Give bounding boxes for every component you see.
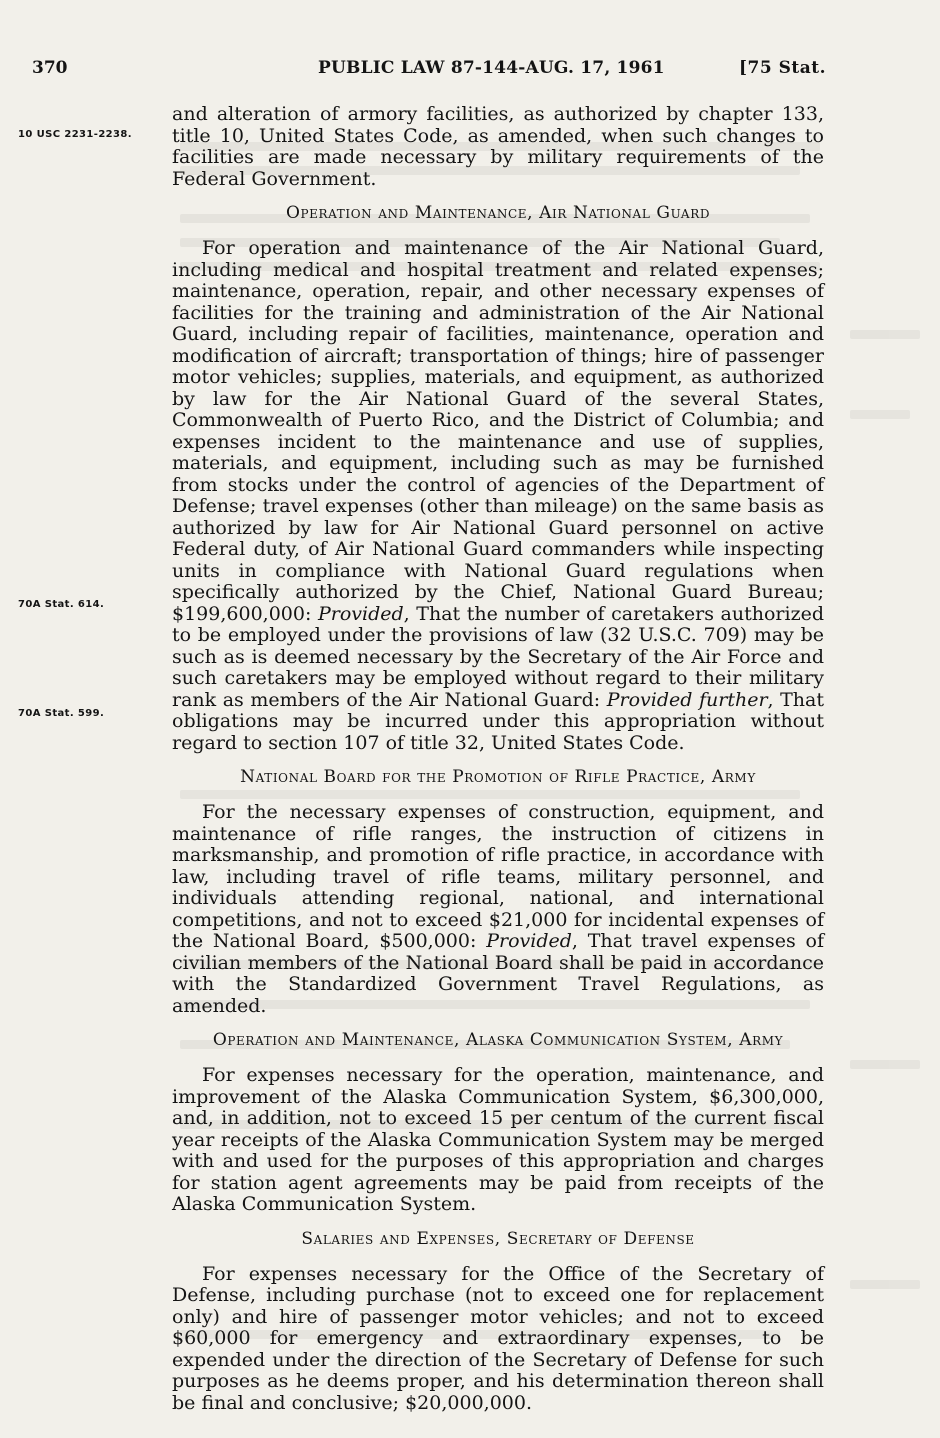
heading-alaska-communication-system: Operation and Maintenance, Alaska Communication System, Army xyxy=(212,1030,784,1050)
rifle-text-1: For the necessary expenses of construction, equipment, and maintenance of rifle ranges, the instruction of citizens in marksmanship, and promotion of rifle practice, in accordance with law, including travel of rifle teams, military personnel, and individuals attending regional, national, and international competitions, and not to exceed $21,000 for incidental expenses of the National Board, $500,000: xyxy=(172,801,824,952)
statute-body xyxy=(172,104,824,1414)
air-national-guard-paragraph xyxy=(172,238,824,754)
page-number: 370 xyxy=(32,58,68,78)
running-header xyxy=(28,58,826,88)
secretary-of-defense-paragraph: For expenses necessary for the Office of the Secretary of Defense, including purchase (not to exceed one for replacement only) and hire of passenger motor vehicles; and not to exceed $60,000 for emergency and extraordinary expenses, to be expended under the direction of the Secretary of Defense for such purposes as he deems proper, and his determination thereon shall be final and conclusive; $20,000,000. xyxy=(172,1262,824,1414)
rifle-text-2: , That travel expenses of civilian members of the National Board shall be paid in accordance with the Standardized Government Travel Regulations, as amended. xyxy=(172,930,824,1017)
air-guard-text-1: For operation and maintenance of the Air National Guard, including medical and hospital treatment and related expenses; maintenance, operation, repair, and other necessary expenses of facilities for the training and administration of the Air National Guard, including repair of facilities, maintenance, operation and modification of aircraft; transportation of things; hire of passenger motor vehicles; supplies, materials, and equipment, as authorized by law for the Air National Guard of the several States, Commonwealth of Puerto Rico, and the District of Columbia; and expenses incident to the maintenance and use of supplies, materials, and equipment, including such as may be furnished from stocks under the control of agencies of the Department of Defense; travel expenses (other than mileage) on the same basis as authorized by law for Air National Guard personnel on active Federal duty, of Air National Guard commanders while inspecting units in compliance with National Guard regulations when specifically authorized by the Chief, National Guard Bureau; $199,600,000: xyxy=(172,237,824,625)
margin-note-stat-614: 70A Stat. 614. xyxy=(18,599,105,610)
intro-paragraph: and alteration of armory facilities, as authorized by chapter 133, title 10, United States Code, as amended, when such changes to facilities are made necessary by military requirements of the Federal Government. xyxy=(172,103,824,190)
proviso-provided: Provided xyxy=(486,930,572,952)
heading-air-national-guard: Operation and Maintenance, Air National Guard xyxy=(285,203,711,223)
margin-note-stat-599: 70A Stat. 599. xyxy=(18,708,105,719)
alaska-communication-paragraph: For expenses necessary for the operation, maintenance, and improvement of the Alaska Communication System, $6,300,000, and, in addition, not to exceed 15 per centum of the current fiscal year receipts of the Alaska Communication System may be merged with and used for the purposes of this appropriation and charges for station agent agreements may be paid from receipts of the Alaska Communication System. xyxy=(172,1064,824,1215)
margin-note-usc: 10 USC 2231-2238. xyxy=(18,129,132,140)
proviso-provided: Provided xyxy=(317,602,404,625)
volume-reference: [75 Stat. xyxy=(738,58,826,78)
air-guard-text-3: , That obligations may be incurred under this appropriation without regard to section 107 of title 32, United States Code. xyxy=(172,688,825,754)
heading-secretary-of-defense: Salaries and Expenses, Secretary of Defense xyxy=(301,1228,695,1249)
running-title: PUBLIC LAW 87-144-AUG. 17, 1961 xyxy=(318,58,665,78)
rifle-practice-paragraph xyxy=(172,802,824,1017)
air-guard-text-2: , That the number of caretakers authorized to be employed under the provisions of law (32 U.S.C. 709) may be such as is deemed necessary by the Secretary of the Air Force and such caretakers may be employed without regard to their military rank as members of the Air National Guard: xyxy=(172,602,824,711)
heading-rifle-practice-board: National Board for the Promotion of Rifle Practice, Army xyxy=(240,767,756,787)
proviso-provided-further: Provided further xyxy=(606,688,768,711)
